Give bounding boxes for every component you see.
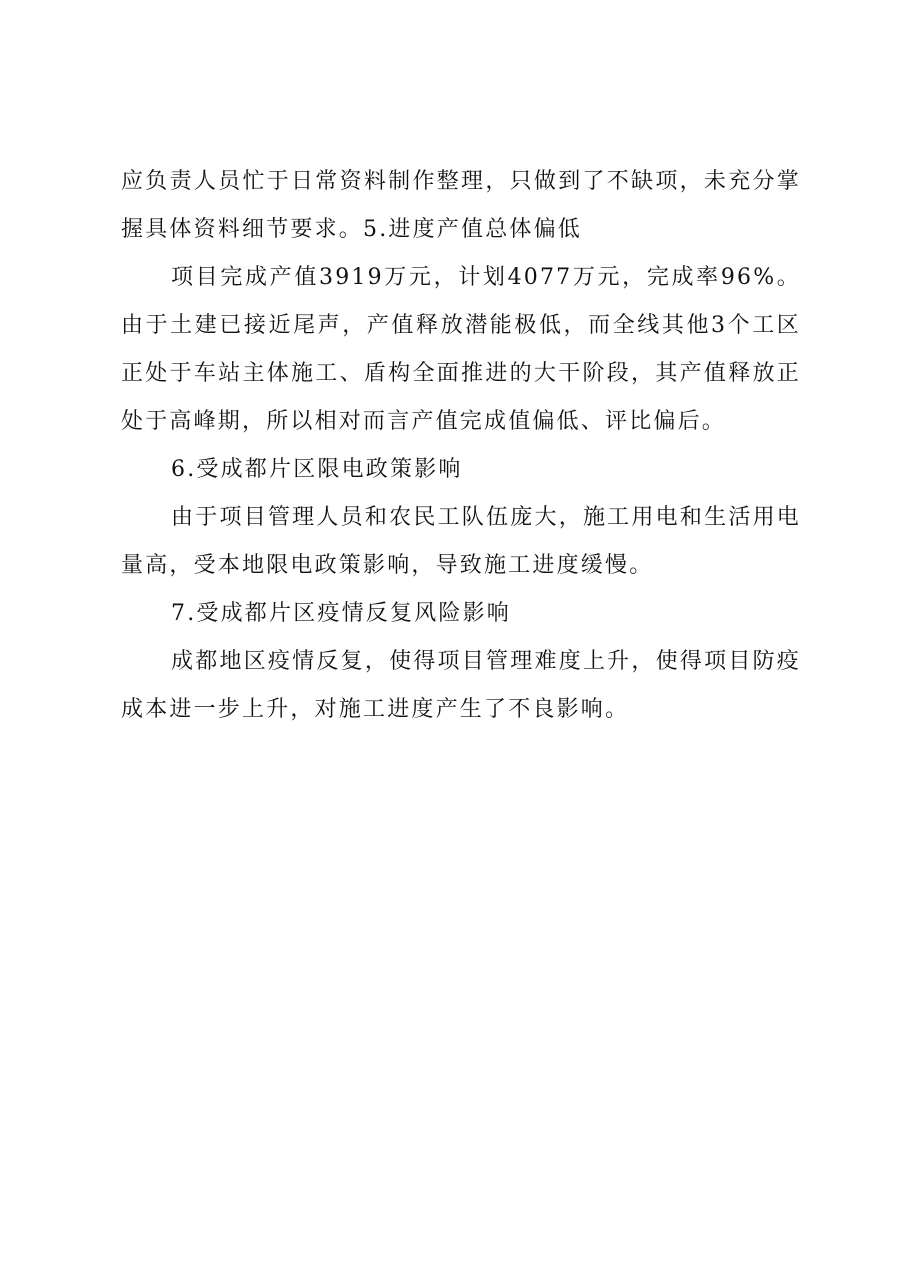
paragraph-epidemic-risk: 成都地区疫情反复，使得项目管理难度上升，使得项目防疫成本进一步上升，对施工进度产生了不良影响。 [121,649,801,722]
paragraph-output-value: 项目完成产值3919万元，计划4077万元，完成率96%。由于土建已接近尾声，产值释放潜能极低，而全线其他3个工区正处于车站主体施工、盾构全面推进的大干阶段，其产值释放正处于高峰期，所以相对而言产值完成值偏低、评比偏后。 [121,265,801,434]
heading-power-restriction: 6.受成都片区限电政策影响 [171,457,463,482]
heading-epidemic-risk: 7.受成都片区疫情反复风险影响 [171,601,511,626]
document-body [121,158,801,734]
paragraph-power-restriction: 由于项目管理人员和农民工队伍庞大，施工用电和生活用电量高，受本地限电政策影响，导致施工进度缓慢。 [121,505,801,578]
paragraph-continuation: 应负责人员忙于日常资料制作整理，只做到了不缺项，未充分掌握具体资料细节要求。5.进度产值总体偏低 [121,169,801,242]
